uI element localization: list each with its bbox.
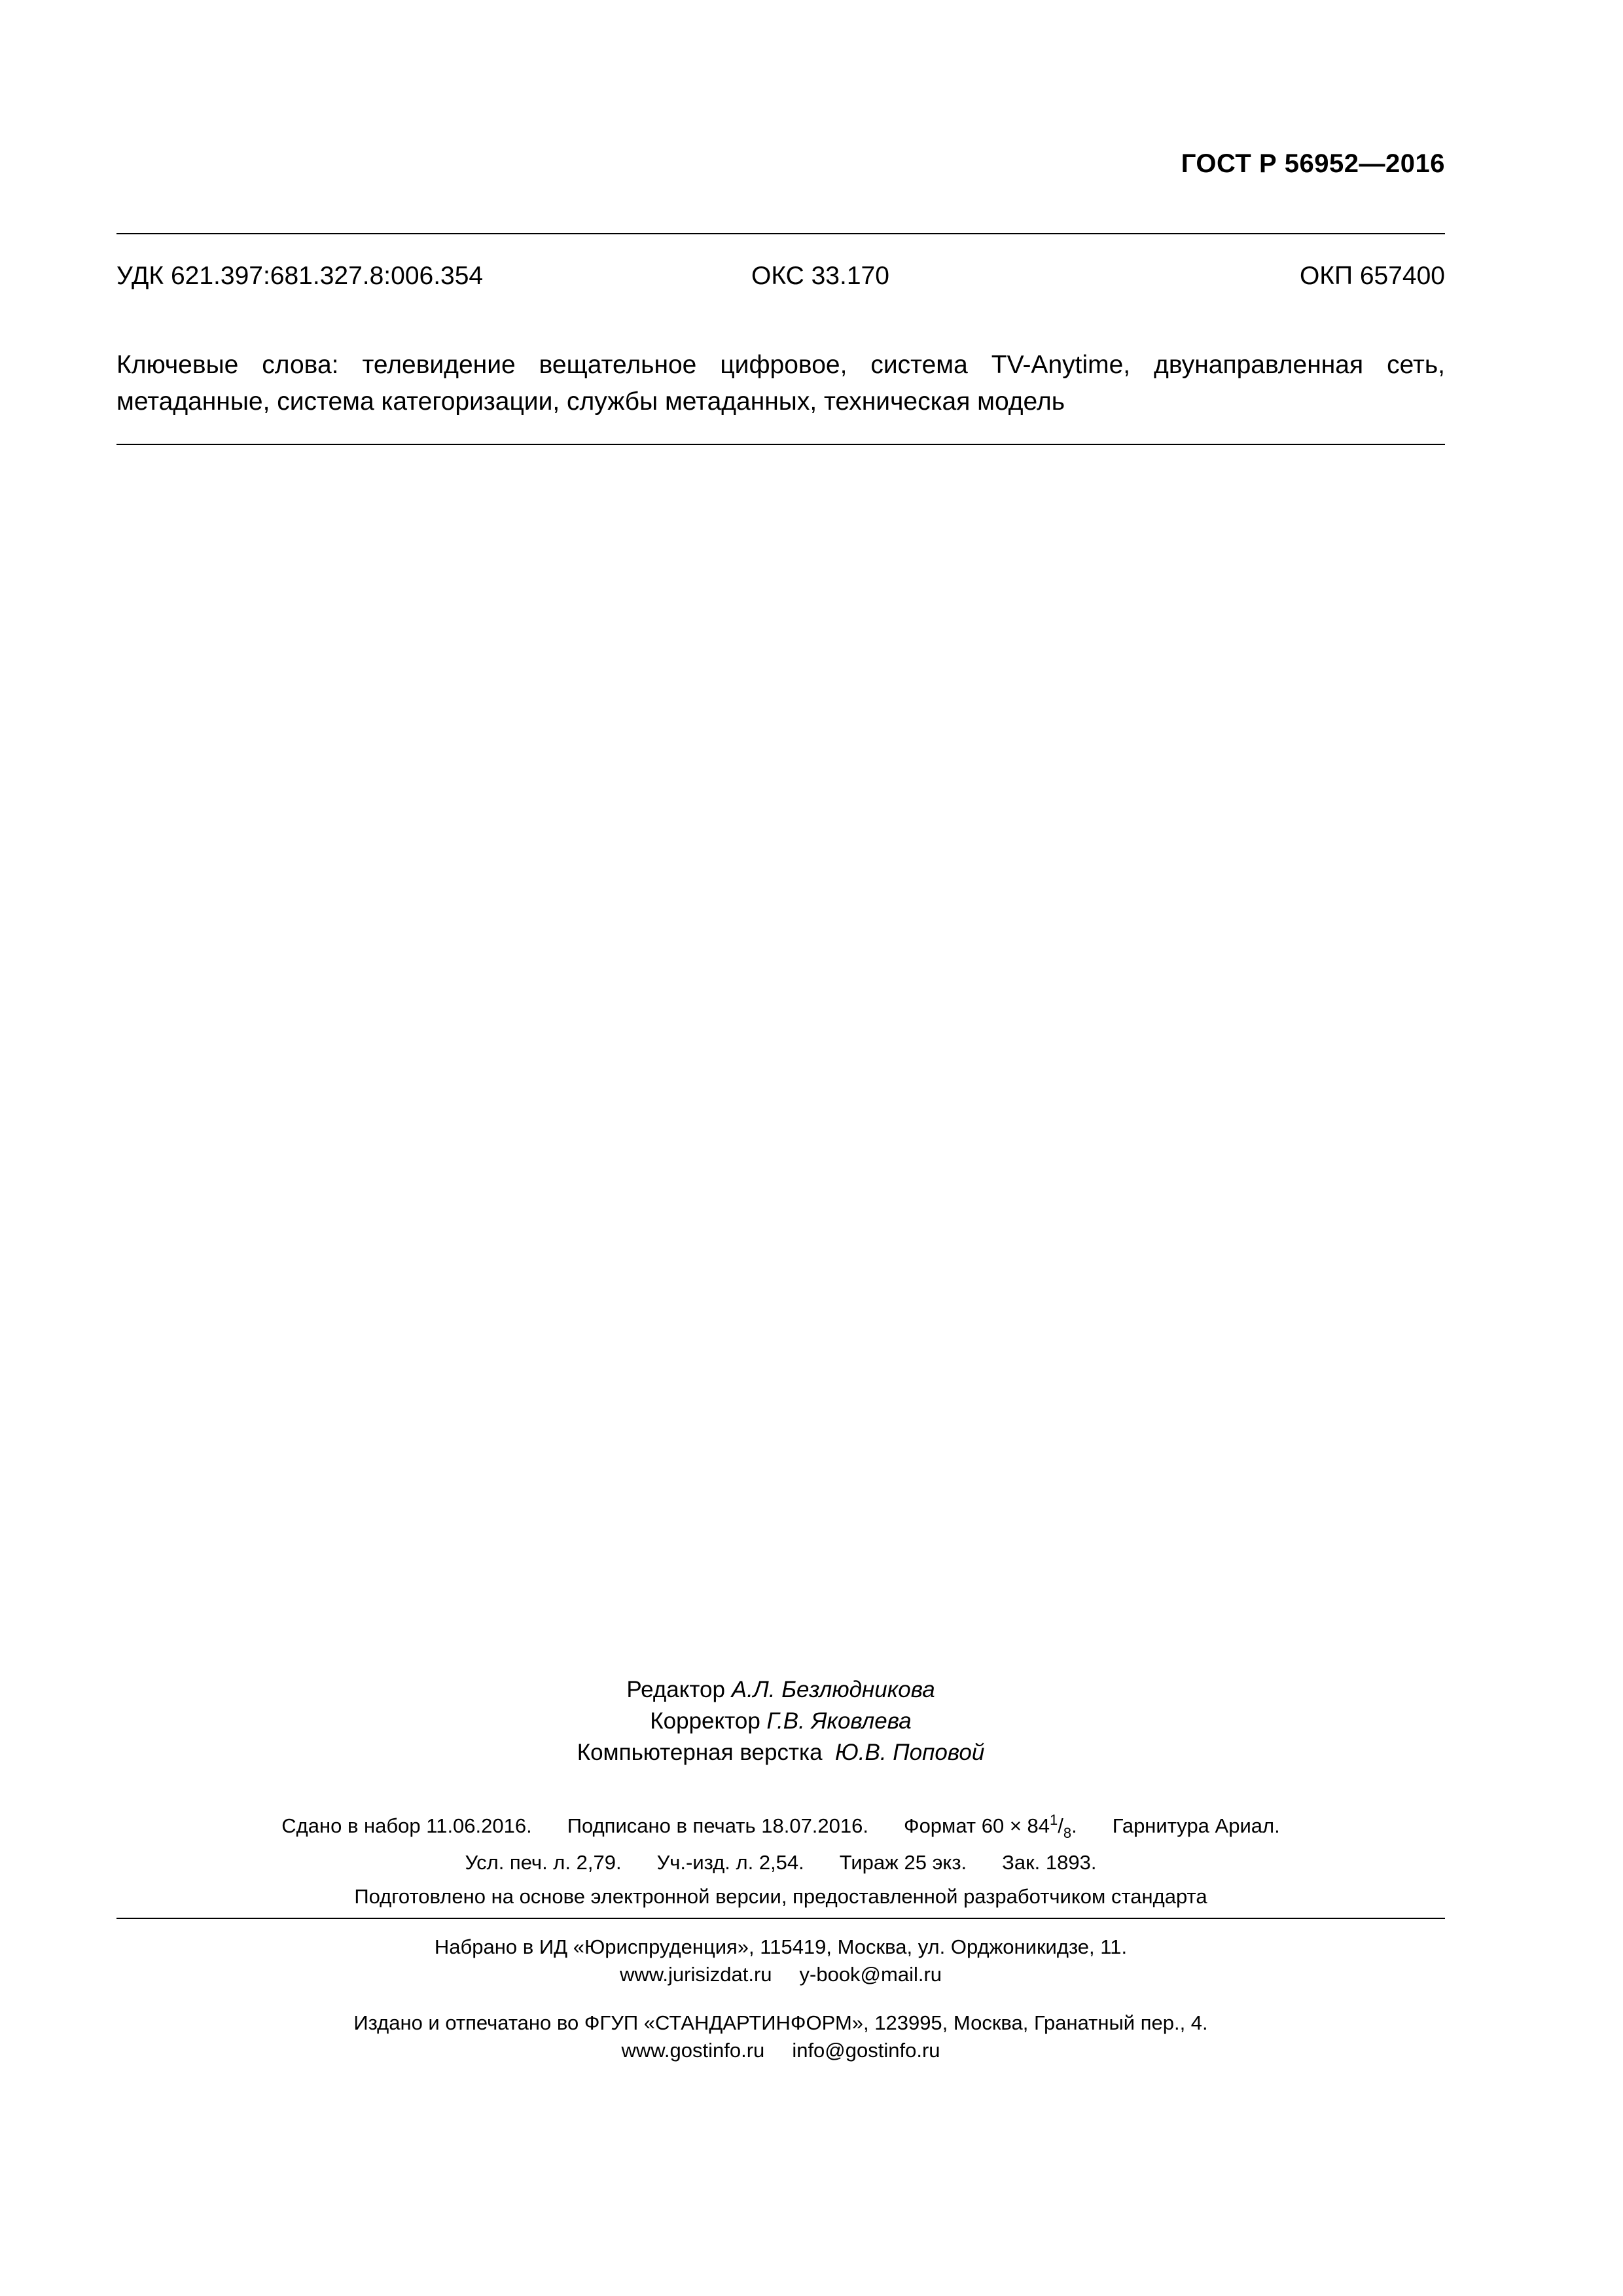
editor-name: А.Л. Безлюдникова: [731, 1677, 935, 1702]
typesetter-email[interactable]: y-book@mail.ru: [799, 1963, 942, 1986]
udk-code: УДК 621.397:681.327.8:006.354: [116, 262, 484, 290]
okp-code: ОКП 657400: [1299, 262, 1445, 290]
typesetter-website[interactable]: www.jurisizdat.ru: [619, 1963, 772, 1986]
imprint-line-2: [116, 1844, 1445, 1881]
corrector-name: Г.В. Яковлева: [766, 1708, 912, 1734]
imprint-line-1: [116, 1808, 1445, 1844]
publisher-address: Издано и отпечатано во ФГУП «СТАНДАРТИНФОРМ», 123995, Москва, Гранатный пер., 4.: [353, 2011, 1208, 2034]
keywords-divider: [116, 444, 1445, 445]
top-divider: [116, 233, 1445, 234]
editor-label: Редактор: [626, 1677, 725, 1702]
publisher-email[interactable]: info@gostinfo.ru: [792, 2039, 940, 2062]
print-sheets: Усл. печ. л. 2,79.: [465, 1851, 622, 1874]
layout-name: Ю.В. Поповой: [835, 1740, 985, 1765]
print-format: Формат $60 \times 84^1/_8$.: [904, 1812, 1077, 1841]
signed-date: Подписано в печать 18.07.2016.: [567, 1814, 868, 1837]
source-note: Подготовлено на основе электронной версии, предоставленной разработчиком стандарта: [354, 1885, 1207, 1908]
typesetter-contacts: [116, 1961, 1445, 1988]
layout-label: Компьютерная верстка: [577, 1740, 823, 1765]
editor-line: [116, 1674, 1445, 1706]
keywords-paragraph: Ключевые слова: телевидение вещательное цифровое, система TV-Anytime, двунаправленная сеть, метаданные, система категоризации, службы метаданных, техническая модель: [116, 351, 1445, 416]
publisher-sheets: Уч.-изд. л. 2,54.: [656, 1851, 804, 1874]
staff-credits: [116, 1674, 1445, 1768]
imprint-divider: [116, 1918, 1445, 1919]
publisher-block: [116, 2009, 1445, 2064]
order-number: Зак. 1893.: [1002, 1851, 1097, 1874]
publisher-website[interactable]: www.gostinfo.ru: [621, 2039, 765, 2062]
classification-codes: [116, 262, 1445, 295]
typesetter-block: [116, 1933, 1445, 1988]
oks-code: ОКС 33.170: [751, 262, 889, 290]
imprint-block: [116, 1808, 1445, 1912]
circulation: Тираж 25 экз.: [839, 1851, 967, 1874]
corrector-line: [116, 1706, 1445, 1737]
corrector-label: Корректор: [650, 1708, 760, 1734]
standard-number: ГОСТ Р 56952—2016: [1181, 149, 1445, 178]
typesetter-address: Набрано в ИД «Юриспруденция», 115419, Москва, ул. Орджоникидзе, 11.: [434, 1935, 1128, 1958]
submitted-date: Сдано в набор 11.06.2016.: [281, 1814, 532, 1837]
layout-line: [116, 1737, 1445, 1768]
typeface: Гарнитура Ариал.: [1112, 1814, 1280, 1837]
publisher-contacts: [116, 2037, 1445, 2064]
